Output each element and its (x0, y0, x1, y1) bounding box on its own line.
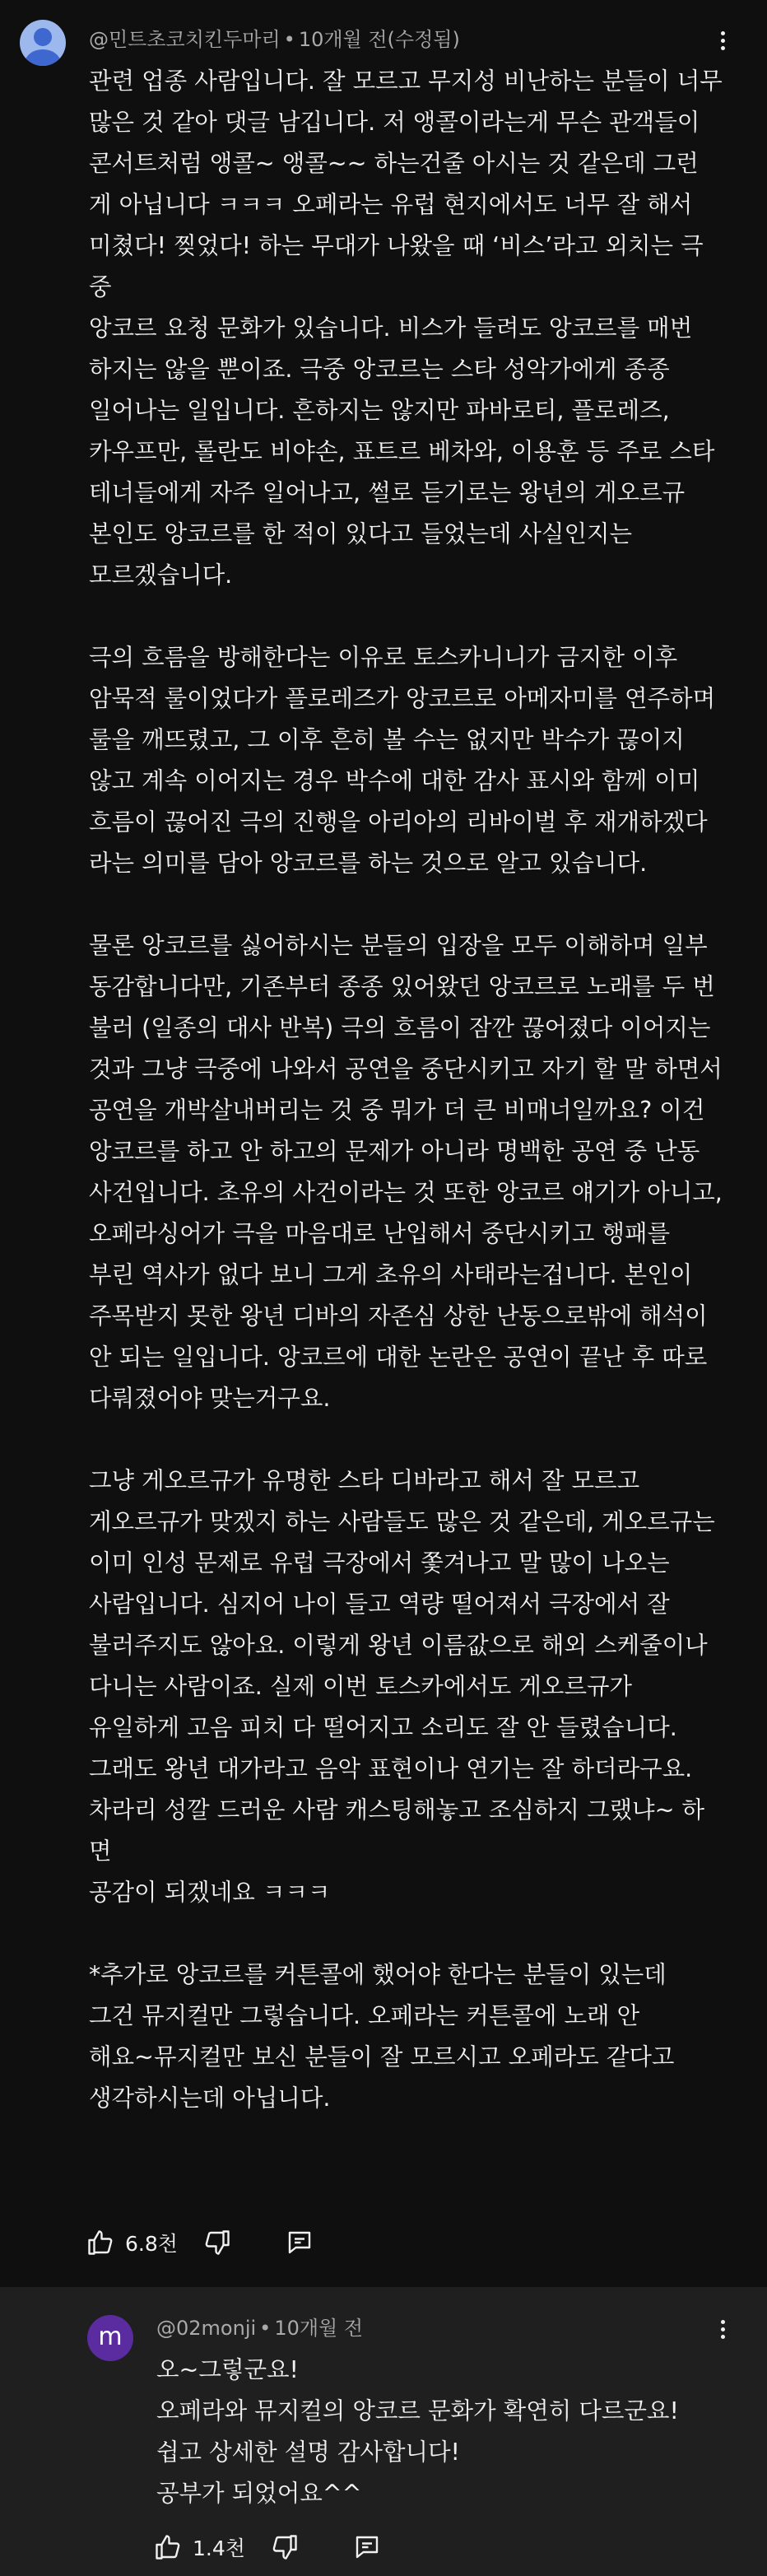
reply-thread (0, 2287, 767, 2576)
avatar-body-shape (25, 49, 61, 66)
thumbs-down-icon[interactable] (270, 2532, 300, 2562)
more-vert-icon[interactable] (713, 28, 732, 61)
reply-actions (153, 2531, 382, 2564)
meta-separator: • (283, 28, 295, 51)
comment-paragraph-2: 극의 흐름을 방해한다는 이유로 토스카니니가 금지한 이후 암묵적 룰이었다가 플로레즈가 앙코르로 아메자미를 연주하며 룰을 깨뜨렸고, 그 이후 흔히 볼 수는 없지만 박수가 끊이지 않고 계속 이어지는 경우 박수에 대한 감사 표시와 함께 이미 흐름이 끊어진 극의 진행을 아리아의 리바이벌 후 재개하겠다 라는 의미를 담아 앙코르를 하는 것으로 알고 있습니다. (89, 644, 716, 877)
comment-author[interactable]: @민트초코치킨두마리 (89, 28, 281, 51)
reply-time[interactable]: 10개월 전 (274, 2317, 364, 2340)
avatar[interactable] (20, 20, 66, 66)
reply-line: 쉽고 상세한 설명 감사합니다! (156, 2439, 460, 2466)
meta-separator: • (259, 2317, 272, 2340)
comment-paragraph-3: 물론 앙코르를 싫어하시는 분들의 입장을 모두 이해하며 일부 동감합니다만, 기존부터 종종 있어왔던 앙코르로 노래를 두 번 불러 (일종의 대사 반복) 극의 흐름이 잠깐 끊어졌다 이어지는 것과 그냥 극중에 나와서 공연을 중단시키고 자기 할 말 하면서 공연을 개박살내버리는 것 중 뭐가 더 큰 비매너일까요? 이건 앙코르를 하고 안 하고의 문제가 아니라 명백한 공연 중 난동 사건입니다. 초유의 사건이라는 것 또한 앙코르 얘기가 아니고, 오페라싱어가 극을 마음대로 난입해서 중단시키고 행패를 부린 역사가 없다 보니 그게 초유의 사태라는겁니다. 본인이 주목받지 못한 왕년 디바의 자존심 상한 난동으로밖에 해석이 안 되는 일입니다. 앙코르에 대한 논란은 공연이 끝난 후 따로 다뤄졌어야 맞는거구요. (89, 932, 723, 1412)
reply-line: 공부가 되었어요^^ (156, 2480, 362, 2507)
avatar-head-shape (34, 28, 52, 46)
comment-meta (89, 23, 460, 53)
thumbs-up-icon[interactable] (153, 2532, 183, 2562)
thumbs-up-icon[interactable] (86, 2228, 115, 2257)
reply-line: 오~그렇군요! (156, 2356, 299, 2383)
comment-actions (86, 2226, 314, 2259)
comment-time[interactable]: 10개월 전(수정됨) (298, 28, 460, 51)
reply-line: 오페라와 뮤지컬의 앙코르 문화가 확연히 다르군요! (156, 2397, 679, 2425)
more-vert-icon[interactable] (713, 2317, 732, 2350)
reply-meta (156, 2312, 363, 2341)
reply-icon[interactable] (285, 2228, 314, 2257)
comment-paragraph-1: 관련 업종 사람입니다. 잘 모르고 무지성 비난하는 분들이 너무 많은 것 같아 댓글 남깁니다. 저 앵콜이라는게 무슨 관객들이 콘서트처럼 앵콜~ 앵콜~~ 하는건줄 아시는 것 같은데 그런 게 아닙니다 ㅋㅋㅋ 오페라는 유럽 현지에서도 너무 잘 해서 미쳤다! 찢었다! 하는 무대가 나왔을 때 ‘비스’라고 외치는 극중 앙코르 요청 문화가 있습니다. 비스가 들려도 앙코르를 매번 하지는 않을 뿐이죠. 극중 앙코르는 스타 성악가에게 종종 일어나는 일입니다. 흔하지는 않지만 파바로티, 플로레즈, 카우프만, 롤란도 비야손, 표트르 베차와, 이용훈 등 주로 스타 테너들에게 자주 일어나고, 썰로 듣기로는 왕년의 게오르규 본인도 앙코르를 한 적이 있다고 들었는데 사실인지는 모르겠습니다. (89, 68, 723, 589)
reply-avatar-letter: m (98, 2322, 123, 2351)
like-count: 6.8천 (125, 2232, 178, 2256)
reply-body (156, 2350, 724, 2514)
reply-icon[interactable] (352, 2532, 382, 2562)
reply-like-count: 1.4천 (193, 2536, 245, 2560)
comment-paragraph-5: *추가로 앙코르를 커튼콜에 했어야 한다는 분들이 있는데 그건 뮤지컬만 그렇습니다. 오페라는 커튼콜에 노래 안 해요~뮤지컬만 보신 분들이 잘 모르시고 오페라도 같다고 생각하시는데 아닙니다. (89, 1961, 675, 2112)
reply-avatar[interactable] (87, 2315, 133, 2361)
comment-paragraph-4: 그냥 게오르규가 유명한 스타 디바라고 해서 잘 모르고 게오르규가 맞겠지 하는 사람들도 많은 것 같은데, 게오르규는 이미 인성 문제로 유럽 극장에서 쫓겨나고 말 많이 나오는 사람입니다. 심지어 나이 들고 역량 떨어져서 극장에서 잘 불러주지도 않아요. 이렇게 왕년 이름값으로 해외 스케줄이나 다니는 사람이죠. 실제 이번 토스카에서도 게오르규가 유일하게 고음 피치 다 떨어지고 소리도 잘 안 들렸습니다. 그래도 왕년 대가라고 음악 표현이나 연기는 잘 하더라구요. 차라리 성깔 드러운 사람 캐스팅해놓고 조심하지 그랬냐~ 하면 공감이 되겠네요 ㅋㅋㅋ (89, 1467, 715, 1906)
reply-author[interactable]: @02monji (156, 2317, 257, 2340)
thumbs-down-icon[interactable] (202, 2228, 232, 2257)
comment-body (89, 61, 723, 2119)
